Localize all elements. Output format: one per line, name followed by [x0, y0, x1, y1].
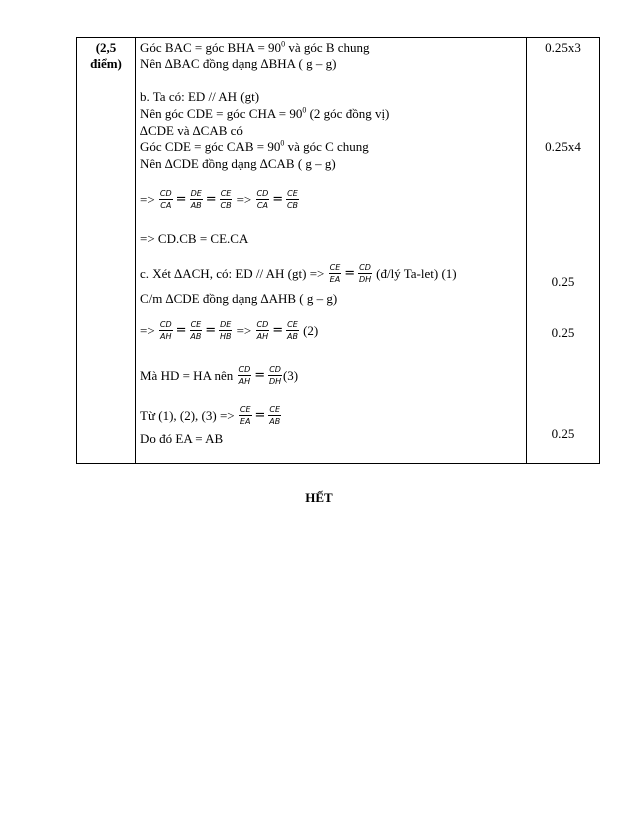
fraction: $\frac{CD}{AH}$	[238, 365, 251, 386]
line-3: b. Ta có: ED // AH (gt)	[140, 89, 260, 104]
score-5: 0.25	[551, 426, 575, 441]
score-3: 0.25	[551, 274, 575, 289]
score-1: 0.25x3	[545, 40, 581, 55]
fraction: $\frac{CD}{AH}$	[159, 320, 172, 341]
points-label-line2: điểm)	[90, 56, 122, 71]
score-4: 0.25	[551, 325, 575, 340]
fraction: $\frac{CE}{AB}$	[287, 320, 298, 341]
line-2: Nên ∆BAC đồng dạng ∆BHA ( g – g)	[140, 56, 337, 71]
line-1: Góc BAC = góc BHA = $90^0$ và góc B chung	[140, 39, 370, 55]
line-13: Mà HD = HA nên $\frac{CD}{AH}$ = $\frac{CD}{DH}$ (3)	[140, 365, 299, 386]
score-2: 0.25x4	[545, 139, 581, 154]
line-9: => CD.CB = CE.CA	[140, 231, 249, 246]
solution-cell	[136, 38, 527, 464]
line-6: Góc CDE = góc CAB = $90^0$ và góc C chung	[140, 138, 369, 154]
points-label-line1: (2,5	[95, 40, 117, 55]
fraction: $\frac{CE}{AB}$	[269, 405, 281, 426]
points-cell	[77, 38, 136, 464]
fraction: $\frac{CD}{CA}$	[159, 189, 172, 210]
line-5: ∆CDE và ∆CAB có	[140, 123, 243, 138]
fraction: $\frac{CE}{EA}$	[329, 263, 341, 284]
fraction: $\frac{CE}{EA}$	[239, 405, 251, 426]
answer-table	[76, 37, 600, 464]
fraction: $\frac{CE}{AB}$	[190, 320, 202, 341]
fraction: $\frac{CD}{DH}$	[268, 365, 282, 386]
fraction: $\frac{CE}{CB}$	[220, 189, 232, 210]
line-7: Nên ∆CDE đồng dạng ∆CAB ( g – g)	[140, 156, 336, 171]
score-cell	[527, 38, 600, 464]
fraction: $\frac{CD}{CA}$	[256, 189, 269, 210]
line-14: Từ (1), (2), (3) => $\frac{CE}{EA}$ = $\frac{CE}{AB}$	[140, 405, 281, 426]
line-12-proportion: => $\frac{CD}{AH}$ = $\frac{CE}{AB}$ = $\frac{DE}{HB}$ => $\frac{CD}{AH}$ = $\frac{CE}{AB}$ (2)	[140, 320, 319, 341]
fraction: $\frac{DE}{AB}$	[190, 189, 202, 210]
fraction: $\frac{CE}{CB}$	[286, 189, 299, 210]
fraction: $\frac{CD}{AH}$	[256, 320, 269, 341]
line-10: c. Xét ∆ACH, có: ED // AH (gt) => $\frac{CE}{EA}$ = $\frac{CD}{DH}$ (đ/lý Ta-let) (1)	[140, 263, 457, 284]
end-label: HẾT	[305, 490, 333, 505]
line-4: Nên góc CDE = góc CHA = $90^0$ (2 góc đồng vị)	[140, 105, 390, 121]
line-8-proportion: => $\frac{CD}{CA}$ = $\frac{DE}{AB}$ = $\frac{CE}{CB}$ => $\frac{CD}{CA}$ = $\frac{CE}{CB}$	[140, 189, 299, 210]
line-15: Do đó EA = AB	[140, 431, 224, 446]
fraction: $\frac{CD}{DH}$	[358, 263, 372, 284]
line-11: C/m ∆CDE đồng dạng ∆AHB ( g – g)	[140, 291, 338, 306]
fraction: $\frac{DE}{HB}$	[219, 320, 232, 341]
